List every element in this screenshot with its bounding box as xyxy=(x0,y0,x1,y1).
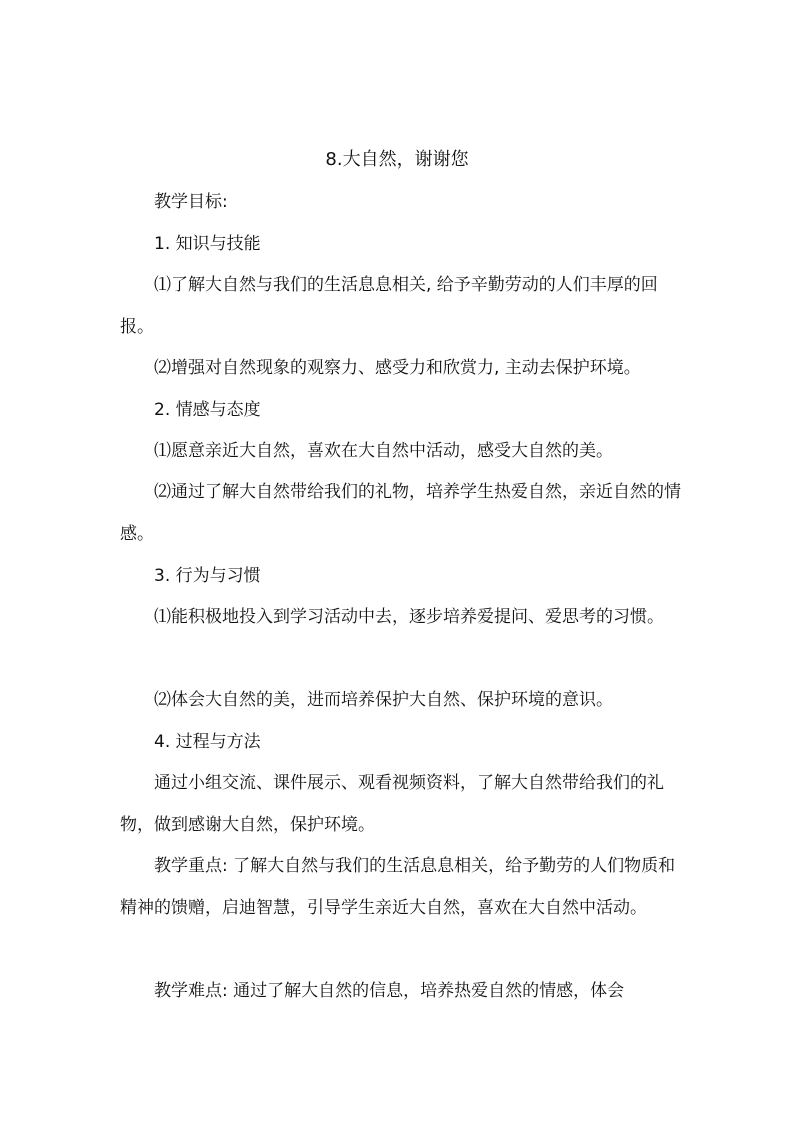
section-3-heading: 3. 行为与习惯 xyxy=(154,566,261,586)
section-3-item-1: ⑴能积极地投入到学习活动中去，逐步培养爱提问、爱思考的习惯。 xyxy=(154,607,664,627)
section-1-item-2: ⑵增强对自然现象的观察力、感受力和欣赏力, 主动去保护环境。 xyxy=(154,358,641,378)
goals-heading: 教学目标: xyxy=(154,192,228,212)
section-2-item-1: ⑴愿意亲近大自然，喜欢在大自然中活动，感受大自然的美。 xyxy=(154,441,613,461)
section-4-body: 通过小组交流、课件展示、观看视频资料，了解大自然带给我们的礼物，做到感谢大自然，保护环境。 xyxy=(120,773,664,835)
section-1-heading: 1. 知识与技能 xyxy=(154,234,261,254)
section-1-item-1: ⑴了解大自然与我们的生活息息相关, 给予辛勤劳动的人们丰厚的回报。 xyxy=(120,275,658,337)
section-2-heading: 2. 情感与态度 xyxy=(154,400,261,420)
section-4-heading: 4. 过程与方法 xyxy=(154,732,261,752)
section-3-item-2: ⑵体会大自然的美，进而培养保护大自然、保护环境的意识。 xyxy=(154,690,613,710)
difficult-points: 教学难点: 通过了解大自然的信息，培养热爱自然的情感，体会 xyxy=(154,981,625,1001)
key-points: 教学重点: 了解大自然与我们的生活息息相关，给予勤劳的人们物质和精神的馈赠，启迪智慧，引导学生亲近大自然，喜欢在大自然中活动。 xyxy=(120,856,676,918)
section-2-item-2: ⑵通过了解大自然带给我们的礼物，培养学生热爱自然，亲近自然的情感。 xyxy=(120,482,681,544)
document-title: 8.大自然，谢谢您 xyxy=(325,149,469,170)
